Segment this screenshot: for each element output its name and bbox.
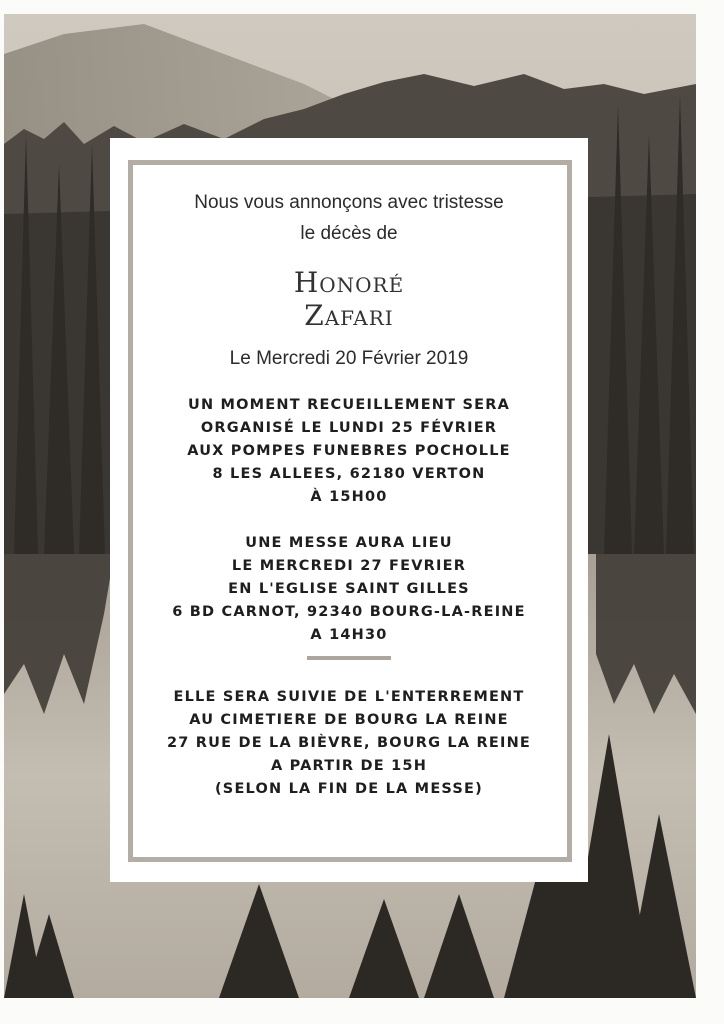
messe-line: 6 BD CARNOT, 92340 BOURG-LA-REINE — [172, 604, 526, 620]
recueillement-line: UN MOMENT RECUEILLEMENT SERA — [187, 397, 511, 413]
enterrement-line: ELLE SERA SUIVIE DE L'ENTERREMENT — [173, 689, 525, 705]
recueillement-line: ORGANISÉ LE LUNDI 25 FÉVRIER — [200, 420, 498, 436]
intro-line-2: le décès de — [300, 223, 398, 244]
death-date: Le Mercredi 20 Février 2019 — [229, 348, 469, 369]
messe-line: A 14H30 — [310, 627, 388, 643]
enterrement-line: 27 RUE DE LA BIÈVRE, BOURG LA REINE — [166, 735, 532, 751]
messe-line: EN L'EGLISE SAINT GILLES — [228, 581, 470, 597]
announcement-card — [110, 138, 588, 882]
enterrement-line: AU CIMETIERE DE BOURG LA REINE — [189, 712, 509, 728]
messe-block — [110, 532, 588, 647]
recueillement-block — [110, 394, 588, 509]
card-content — [110, 187, 588, 801]
last-name: Zafari — [304, 299, 394, 332]
enterrement-line: (SELON LA FIN DE LA MESSE) — [214, 781, 483, 797]
recueillement-line: AUX POMPES FUNEBRES POCHOLLE — [187, 443, 511, 459]
first-name: Honoré — [293, 266, 405, 299]
messe-line: UNE MESSE AURA LIEU — [245, 535, 453, 551]
messe-line: LE MERCREDI 27 FEVRIER — [231, 558, 467, 574]
recueillement-line: À 15H00 — [310, 489, 388, 505]
recueillement-line: 8 LES ALLEES, 62180 VERTON — [212, 466, 486, 482]
intro-line-1: Nous vous annonçons avec tristesse — [194, 192, 504, 213]
deceased-name — [110, 266, 588, 332]
enterrement-line: A PARTIR DE 15H — [270, 758, 428, 774]
enterrement-block — [110, 686, 588, 801]
section-divider — [307, 656, 391, 660]
